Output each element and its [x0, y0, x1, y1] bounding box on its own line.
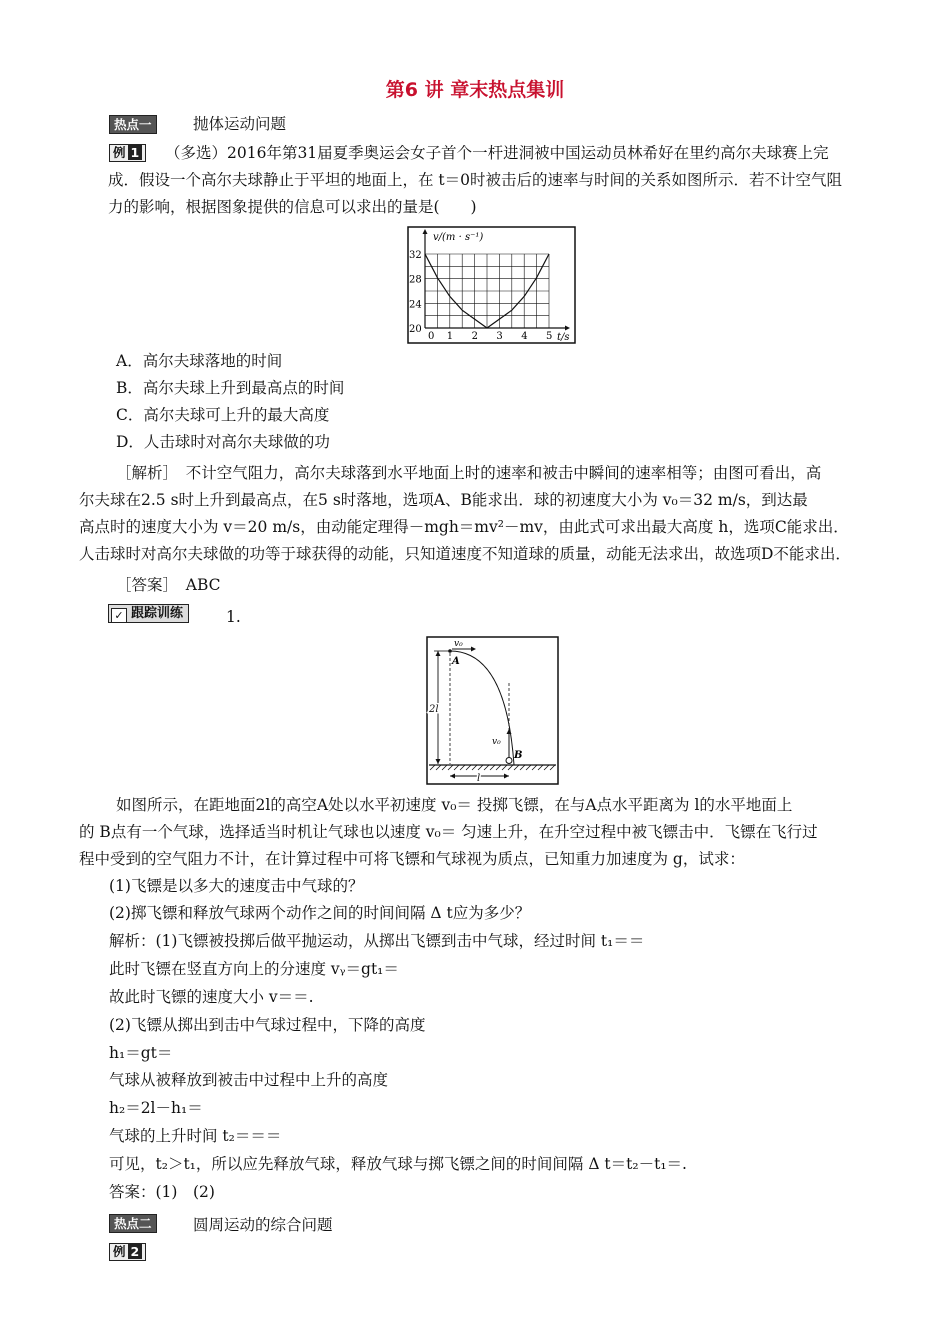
track-line-2: 的 B点有一个气球，选择适当时机让气球也以速度 v₀＝ 匀速上升，在升空过程中被飞镖击中．飞镖在飞行过: [79, 823, 818, 841]
track-line-14: 可见，t₂＞t₁，所以应先释放气球，释放气球与掷飞镖之间的时间间隔 Δ t＝t₂－t₁＝.: [109, 1155, 687, 1173]
track-line-8: 故此时飞镖的速度大小 v＝＝.: [109, 988, 314, 1006]
y-tick-label: 28: [409, 274, 422, 286]
hot-point-2-label: 热点二: [114, 1216, 152, 1231]
tracking-training-label: 跟踪训练: [131, 606, 184, 621]
x-tick-label: 0: [428, 331, 435, 342]
option-a: A．高尔夫球落地的时间: [116, 352, 283, 370]
y-tick-label: 32: [409, 250, 422, 261]
figure-frame: [427, 637, 558, 784]
x-tick-label: 3: [496, 331, 503, 342]
track-line-15: 答案：(1) (2): [109, 1183, 215, 1201]
track-line-11: 气球从被释放到被击中过程中上升的高度: [109, 1071, 389, 1089]
example-2-tag-num: 2: [128, 1244, 143, 1259]
track-line-10: h₁＝gt＝: [109, 1044, 173, 1062]
x-tick-label: 5: [546, 331, 553, 342]
example-1-line-1: （多选）2016年第31届夏季奥运会女子首个一杆进洞被中国运动员林希好在里约高尔夫球赛上完: [165, 144, 829, 162]
hot-point-2-tag: [109, 1214, 157, 1233]
y-tick-label: 24: [409, 299, 422, 311]
example-1-tag-text: 例: [113, 145, 126, 160]
y-tick-label: 20: [409, 324, 422, 335]
tracking-training-tag: [108, 604, 189, 623]
checkmark-icon: ✓: [111, 608, 127, 623]
example-1-tag: [109, 144, 146, 162]
x-tick-label: 4: [521, 331, 528, 342]
analysis-line-1: ［解析］ 不计空气阻力，高尔夫球落到水平地面上时的速率和被击中瞬间的速率相等；由图可看出，高: [116, 464, 822, 482]
width-label: l: [477, 773, 481, 784]
point-a-label: A: [452, 656, 460, 667]
height-label: 2l: [429, 704, 439, 715]
option-d: D．人击球时对高尔夫球做的功: [116, 433, 330, 451]
answer-1: ［答案］ ABC: [116, 576, 221, 594]
v0-top-label: v₀: [454, 639, 463, 649]
hot-point-1-heading: 抛体运动问题: [193, 115, 287, 133]
balloon-b: [506, 758, 512, 764]
track-line-5: (2)掷飞镖和释放气球两个动作之间的时间间隔 Δ t应为多少？: [109, 904, 531, 922]
point-b-label: B: [514, 750, 523, 761]
hot-point-1-tag: [109, 115, 157, 134]
track-line-13: 气球的上升时间 t₂＝＝＝: [109, 1127, 282, 1145]
chart-frame: [408, 227, 575, 343]
analysis-line-4: 人击球时对高尔夫球做的功等于球获得的动能，只知道速度不知道球的质量，动能无法求出，故选项D不能求出．: [79, 545, 851, 563]
example-1-tag-num: 1: [128, 145, 143, 160]
track-line-6: 解析：(1)飞镖被投掷后做平抛运动，从掷出飞镖到击中气球，经过时间 t₁＝＝: [109, 932, 645, 950]
track-line-4: (1)飞镖是以多大的速度击中气球的？: [109, 877, 364, 895]
page-title: 第6 讲 章末热点集训: [385, 79, 565, 101]
chart-ylabel: v/(m · s⁻¹): [433, 232, 484, 243]
track-line-1: 如图所示，在距地面2l的高空A处以水平初速度 v₀＝ 投掷飞镖，在与A点水平距离为 l的水平地面上: [116, 796, 793, 814]
x-tick-label: 2: [471, 331, 478, 342]
track-line-3: 程中受到的空气阻力不计，在计算过程中可将飞镖和气球视为质点，已知重力加速度为 g，试求：: [79, 850, 745, 868]
hot-point-1-label: 热点一: [114, 117, 152, 132]
track-line-12: h₂＝2l－h₁＝: [109, 1099, 203, 1117]
chart-xlabel: t/s: [557, 332, 570, 343]
track-line-9: (2)飞镖从掷出到击中气球过程中，下降的高度: [109, 1016, 426, 1034]
example-1-line-2: 成．假设一个高尔夫球静止于平坦的地面上，在 t＝0时被击后的速率与时间的关系如图所示．若不计空气阻: [108, 171, 843, 189]
dart-balloon-figure: [426, 636, 559, 785]
x-tick-label: 1: [446, 331, 454, 342]
tracking-question-number: 1.: [226, 608, 241, 626]
option-c: C．高尔夫球可上升的最大高度: [116, 406, 330, 424]
track-line-7: 此时飞镖在竖直方向上的分速度 vᵧ＝gt₁＝: [109, 960, 399, 978]
analysis-line-2: 尔夫球在2.5 s时上升到最高点，在5 s时落地，选项A、B能求出．球的初速度大小为 v₀＝32 m/s，到达最: [79, 491, 808, 509]
option-b: B．高尔夫球上升到最高点的时间: [116, 379, 345, 397]
analysis-line-3: 高点时的速度大小为 v＝20 m/s，由动能定理得－mgh＝mv²－mv，由此式可求出最大高度 h，选项C能求出．: [79, 518, 849, 536]
example-1-line-3: 力的影响，根据图象提供的信息可以求出的量是( ): [108, 198, 477, 216]
velocity-time-chart: [407, 226, 576, 344]
v0-side-label: v₀: [492, 737, 501, 747]
hot-point-2-heading: 圆周运动的综合问题: [193, 1216, 333, 1234]
example-2-tag: [109, 1243, 146, 1261]
example-2-tag-text: 例: [113, 1244, 126, 1259]
